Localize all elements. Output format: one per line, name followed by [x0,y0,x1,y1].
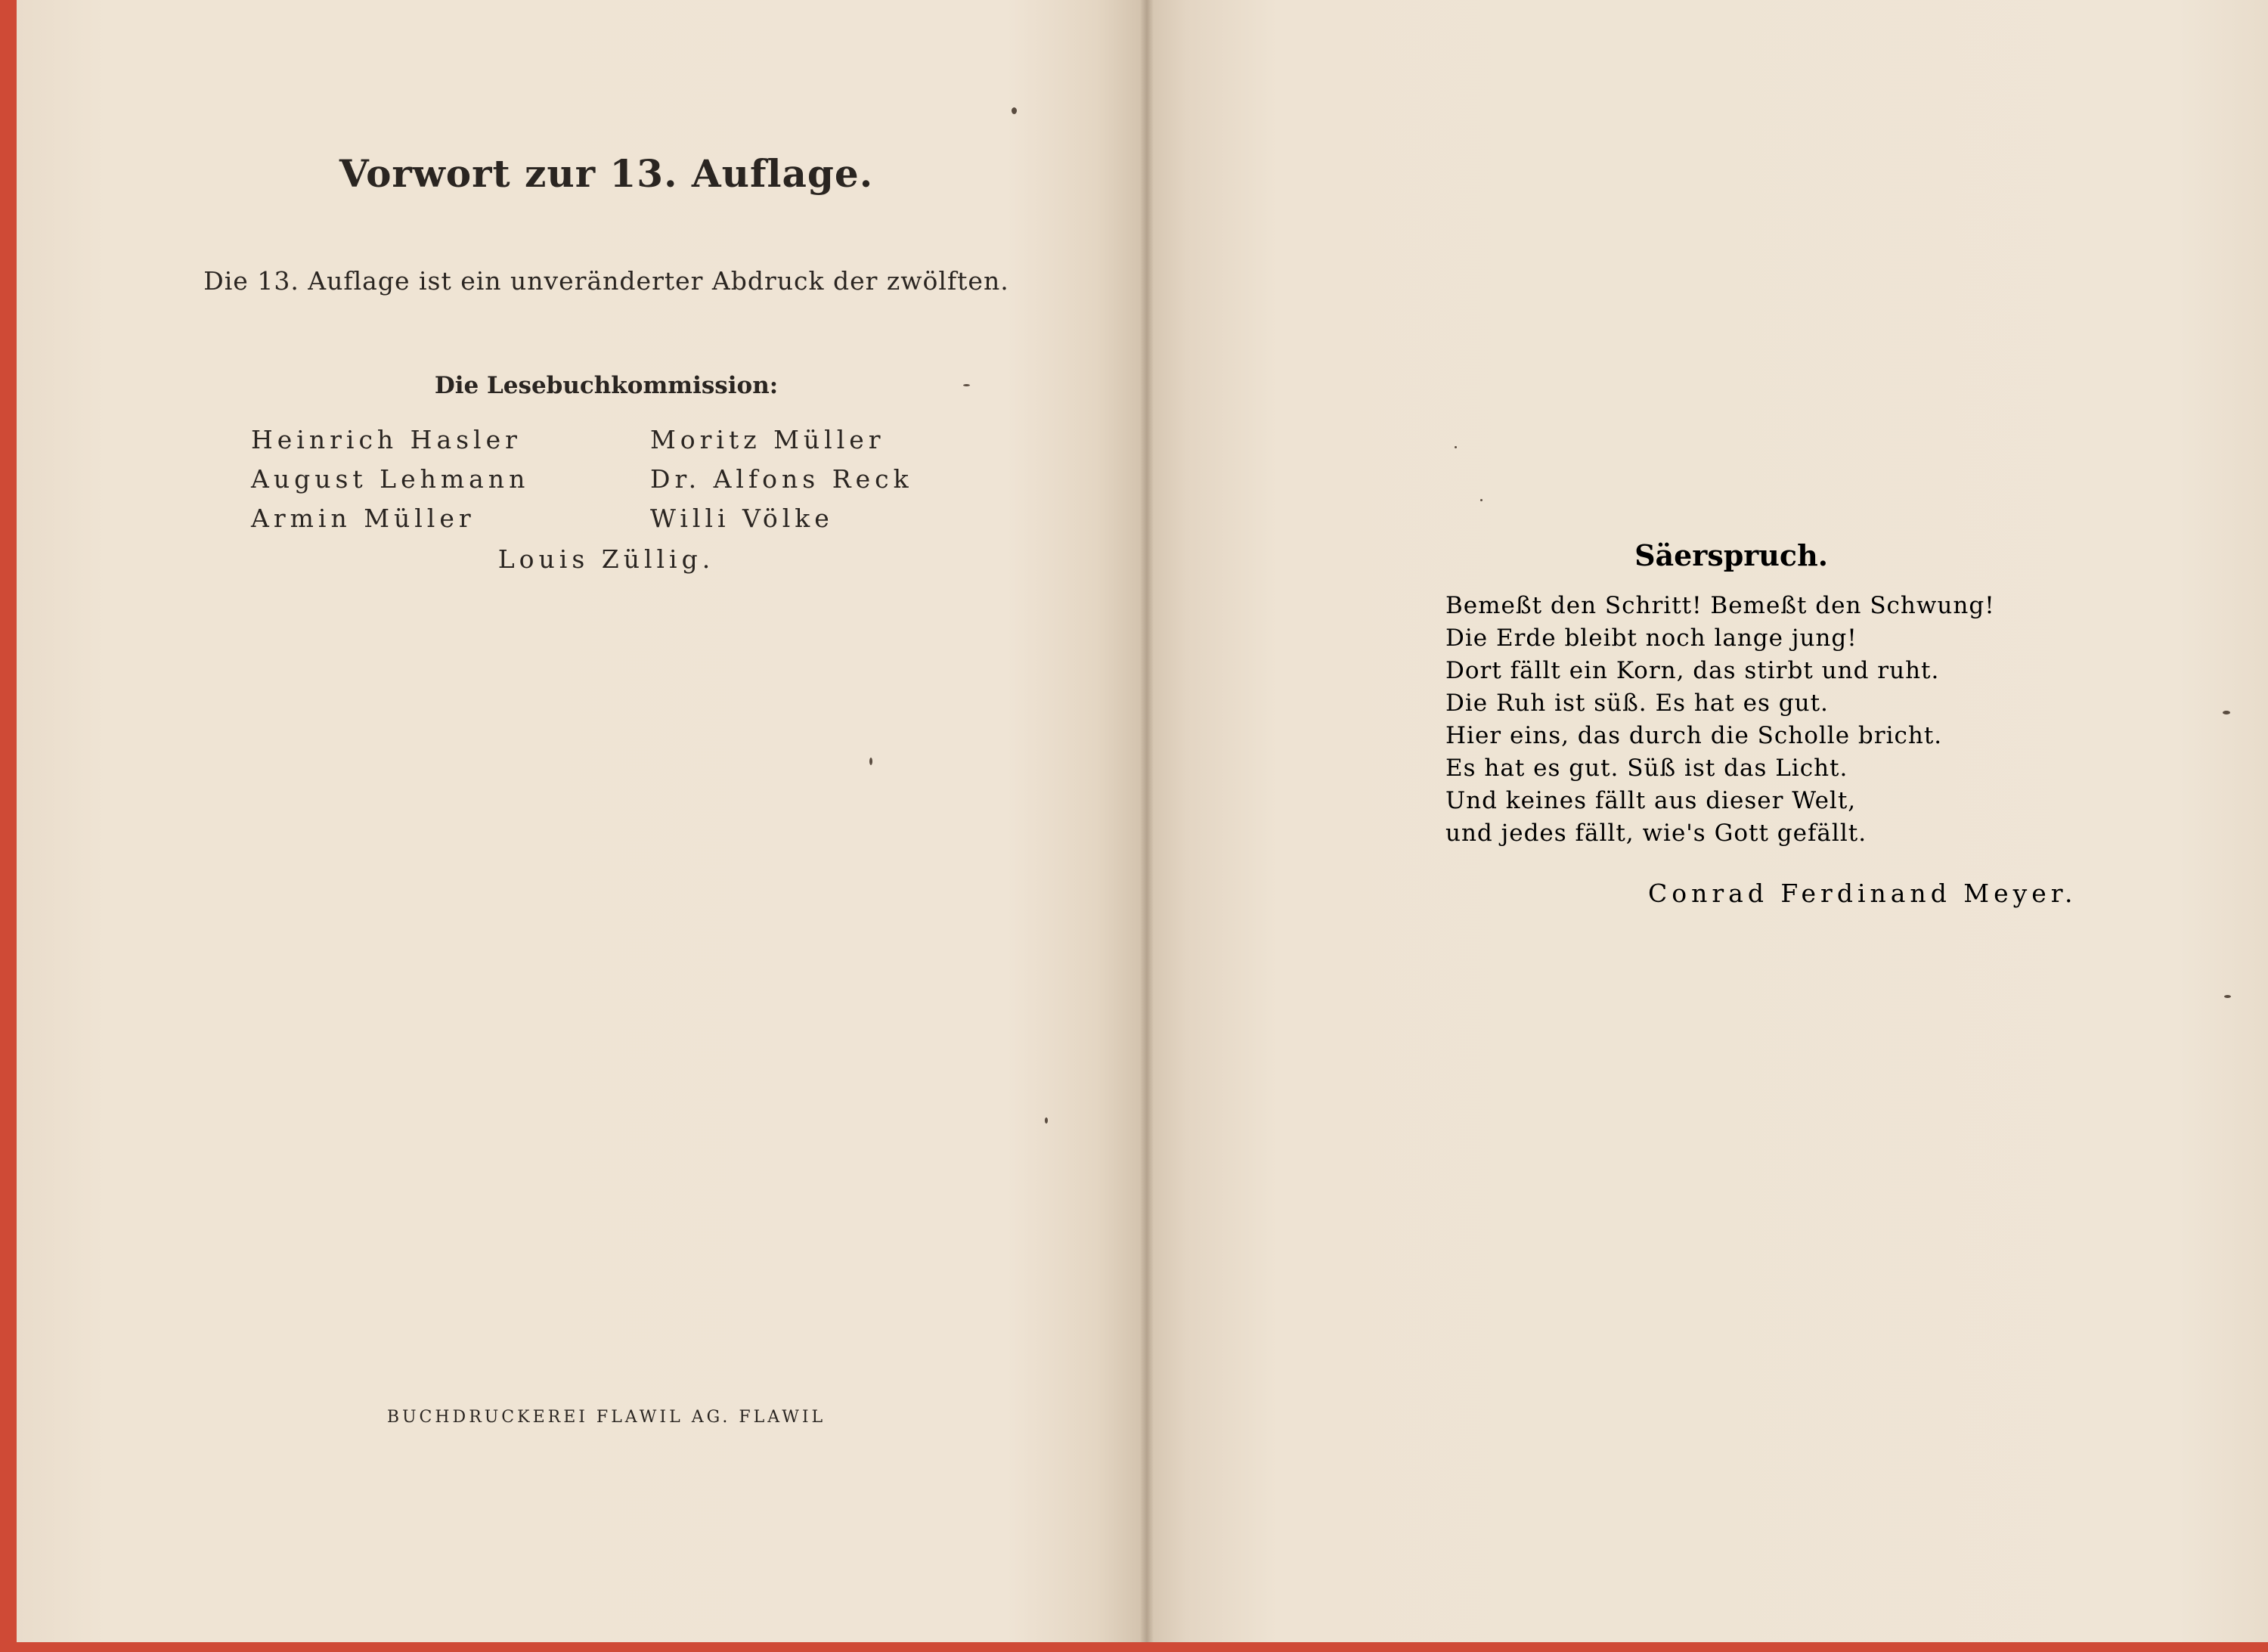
preface-text: Die 13. Auflage ist ein unveränderter Abdruck der zwölften. [203,266,1009,296]
committee-member: Willi Völke [650,504,834,533]
printer-imprint: BUCHDRUCKEREI FLAWIL AG. FLAWIL [386,1408,826,1427]
committee-member: Louis Züllig. [497,544,715,574]
left-page [17,0,1142,1642]
poem-line: Bemeßt den Schritt! Bemeßt den Schwung! [1445,592,1995,619]
book-gutter [1140,0,1154,1642]
paper-speck [1455,446,1457,448]
poem-line: Und keines fällt aus dieser Welt, [1445,787,1857,814]
paper-speck [869,758,872,765]
paper-speck [1012,107,1017,114]
committee-member: Heinrich Hasler [251,425,522,454]
paper-speck [1045,1117,1048,1124]
poem-author: Conrad Ferdinand Meyer. [1648,879,2077,908]
paper-speck [2223,711,2230,714]
paper-speck [2224,995,2231,998]
paper-speck [963,384,970,386]
poem-line: und jedes fällt, wie's Gott gefällt. [1445,820,1867,847]
poem-title: Säerspruch. [1634,538,1828,572]
committee-member: Armin Müller [251,504,476,533]
committee-member: August Lehmann [251,464,530,494]
committee-heading: Die Lesebuchkommission: [434,372,779,399]
committee-member: Moritz Müller [650,425,885,454]
paper-speck [1480,499,1483,501]
preface-title: Vorwort zur 13. Auflage. [339,151,874,196]
poem-line: Die Ruh ist süß. Es hat es gut. [1445,690,1829,717]
poem [1445,590,1995,850]
poem-line: Hier eins, das durch die Scholle bricht. [1445,722,1943,749]
committee-member: Dr. Alfons Reck [650,464,913,494]
poem-line: Dort fällt ein Korn, das stirbt und ruht. [1445,657,1940,684]
poem-line: Die Erde bleibt noch lange jung! [1445,625,1857,652]
poem-line: Es hat es gut. Süß ist das Licht. [1445,755,1848,782]
